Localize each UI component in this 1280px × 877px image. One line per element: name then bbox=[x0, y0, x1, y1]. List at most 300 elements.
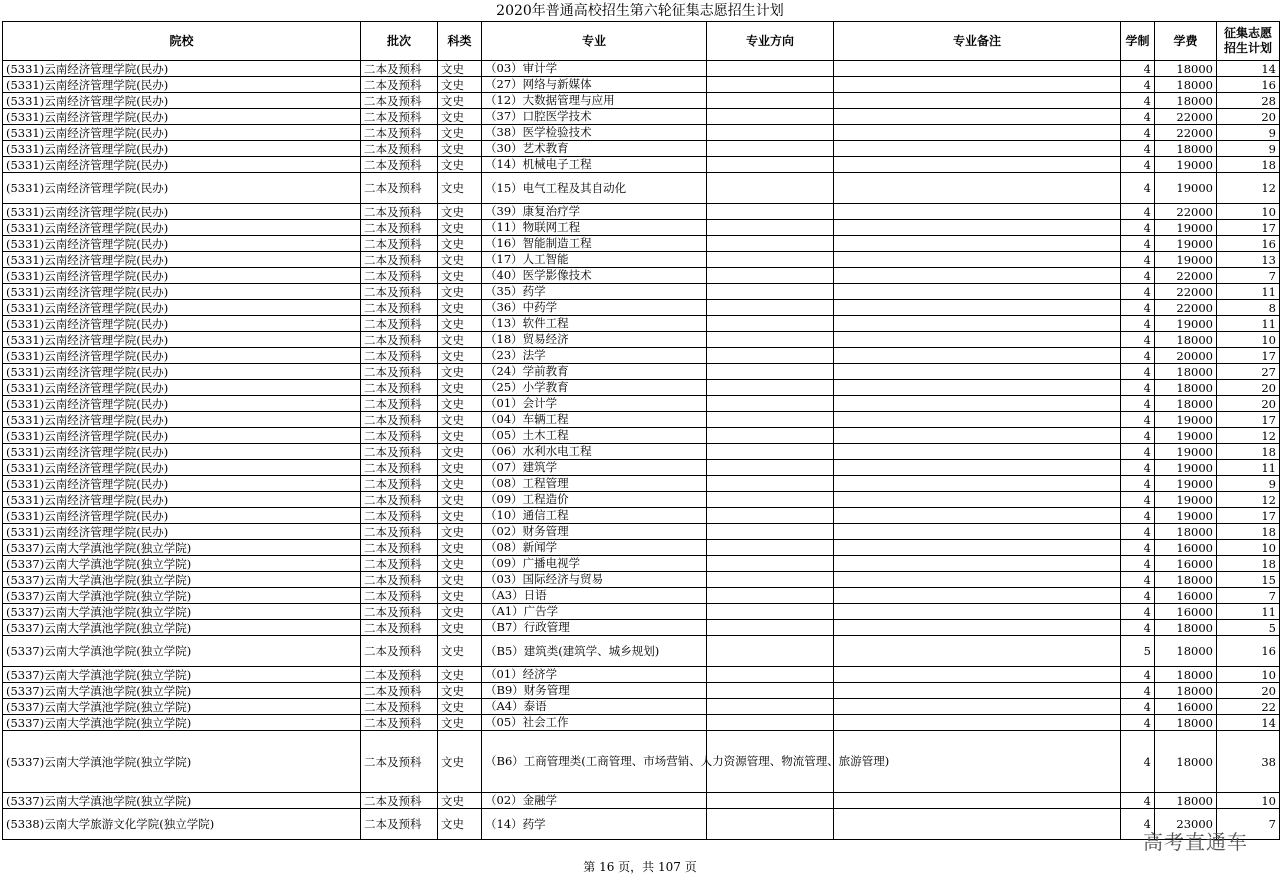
cell-category: 文史 bbox=[438, 284, 482, 300]
cell-direction bbox=[707, 715, 834, 731]
cell-quota: 10 bbox=[1217, 204, 1280, 220]
table-row bbox=[3, 540, 1280, 556]
cell-years: 4 bbox=[1121, 204, 1155, 220]
cell-school: (5331)云南经济管理学院(民办) bbox=[3, 236, 361, 252]
cell-remark bbox=[834, 699, 1121, 715]
cell-category: 文史 bbox=[438, 683, 482, 699]
cell-direction bbox=[707, 220, 834, 236]
cell-years: 4 bbox=[1121, 77, 1155, 93]
cell-years: 5 bbox=[1121, 636, 1155, 667]
cell-category: 文史 bbox=[438, 364, 482, 380]
cell-category: 文史 bbox=[438, 524, 482, 540]
cell-major: （18）贸易经济 bbox=[482, 332, 707, 348]
cell-quota: 22 bbox=[1217, 699, 1280, 715]
table-row bbox=[3, 316, 1280, 332]
cell-remark bbox=[834, 588, 1121, 604]
cell-fee: 22000 bbox=[1155, 125, 1217, 141]
cell-fee: 22000 bbox=[1155, 268, 1217, 284]
table-row bbox=[3, 141, 1280, 157]
cell-fee: 18000 bbox=[1155, 731, 1217, 793]
cell-quota: 7 bbox=[1217, 268, 1280, 284]
cell-category: 文史 bbox=[438, 556, 482, 572]
cell-direction bbox=[707, 300, 834, 316]
cell-remark bbox=[834, 284, 1121, 300]
table-row bbox=[3, 380, 1280, 396]
cell-school: (5331)云南经济管理学院(民办) bbox=[3, 348, 361, 364]
cell-direction bbox=[707, 141, 834, 157]
cell-remark bbox=[834, 492, 1121, 508]
cell-category: 文史 bbox=[438, 667, 482, 683]
cell-category: 文史 bbox=[438, 492, 482, 508]
enrollment-plan-table bbox=[2, 21, 1280, 840]
table-row bbox=[3, 77, 1280, 93]
cell-batch: 二本及预科 bbox=[361, 572, 438, 588]
cell-direction bbox=[707, 77, 834, 93]
cell-years: 4 bbox=[1121, 508, 1155, 524]
cell-fee: 18000 bbox=[1155, 396, 1217, 412]
table-row bbox=[3, 683, 1280, 699]
header-years: 学制 bbox=[1121, 22, 1155, 61]
cell-remark bbox=[834, 348, 1121, 364]
cell-direction bbox=[707, 444, 834, 460]
cell-school: (5331)云南经济管理学院(民办) bbox=[3, 508, 361, 524]
cell-major: （17）人工智能 bbox=[482, 252, 707, 268]
cell-quota: 12 bbox=[1217, 428, 1280, 444]
cell-batch: 二本及预科 bbox=[361, 667, 438, 683]
cell-years: 4 bbox=[1121, 93, 1155, 109]
cell-school: (5337)云南大学滇池学院(独立学院) bbox=[3, 556, 361, 572]
cell-remark bbox=[834, 793, 1121, 809]
cell-batch: 二本及预科 bbox=[361, 364, 438, 380]
cell-quota: 11 bbox=[1217, 460, 1280, 476]
cell-major: （A4）泰语 bbox=[482, 699, 707, 715]
cell-years: 4 bbox=[1121, 556, 1155, 572]
cell-school: (5337)云南大学滇池学院(独立学院) bbox=[3, 667, 361, 683]
cell-remark bbox=[834, 300, 1121, 316]
cell-quota: 18 bbox=[1217, 556, 1280, 572]
cell-fee: 18000 bbox=[1155, 93, 1217, 109]
cell-batch: 二本及预科 bbox=[361, 428, 438, 444]
cell-major: （09）广播电视学 bbox=[482, 556, 707, 572]
cell-category: 文史 bbox=[438, 699, 482, 715]
table-row bbox=[3, 556, 1280, 572]
cell-fee: 16000 bbox=[1155, 556, 1217, 572]
cell-fee: 19000 bbox=[1155, 492, 1217, 508]
cell-category: 文史 bbox=[438, 125, 482, 141]
cell-school: (5337)云南大学滇池学院(独立学院) bbox=[3, 793, 361, 809]
cell-batch: 二本及预科 bbox=[361, 412, 438, 428]
cell-years: 4 bbox=[1121, 588, 1155, 604]
cell-remark bbox=[834, 157, 1121, 173]
cell-category: 文史 bbox=[438, 731, 482, 793]
cell-years: 4 bbox=[1121, 141, 1155, 157]
cell-direction bbox=[707, 236, 834, 252]
cell-school: (5331)云南经济管理学院(民办) bbox=[3, 220, 361, 236]
cell-fee: 19000 bbox=[1155, 508, 1217, 524]
cell-years: 4 bbox=[1121, 284, 1155, 300]
cell-years: 4 bbox=[1121, 364, 1155, 380]
cell-school: (5331)云南经济管理学院(民办) bbox=[3, 412, 361, 428]
cell-fee: 18000 bbox=[1155, 380, 1217, 396]
page-footer: 第 16 页，共 107 页 bbox=[583, 860, 697, 874]
cell-school: (5331)云南经济管理学院(民办) bbox=[3, 141, 361, 157]
cell-school: (5331)云南经济管理学院(民办) bbox=[3, 524, 361, 540]
cell-category: 文史 bbox=[438, 109, 482, 125]
cell-quota: 20 bbox=[1217, 683, 1280, 699]
cell-fee: 22000 bbox=[1155, 109, 1217, 125]
table-row bbox=[3, 61, 1280, 77]
cell-batch: 二本及预科 bbox=[361, 300, 438, 316]
cell-direction bbox=[707, 492, 834, 508]
cell-batch: 二本及预科 bbox=[361, 460, 438, 476]
cell-quota: 28 bbox=[1217, 93, 1280, 109]
table-row bbox=[3, 93, 1280, 109]
cell-batch: 二本及预科 bbox=[361, 636, 438, 667]
cell-years: 4 bbox=[1121, 396, 1155, 412]
cell-major: （01）经济学 bbox=[482, 667, 707, 683]
cell-major: （01）会计学 bbox=[482, 396, 707, 412]
cell-direction bbox=[707, 793, 834, 809]
cell-batch: 二本及预科 bbox=[361, 316, 438, 332]
cell-quota: 14 bbox=[1217, 715, 1280, 731]
table-body bbox=[3, 61, 1280, 840]
cell-remark bbox=[834, 412, 1121, 428]
cell-category: 文史 bbox=[438, 316, 482, 332]
cell-category: 文史 bbox=[438, 476, 482, 492]
cell-direction bbox=[707, 396, 834, 412]
cell-fee: 18000 bbox=[1155, 364, 1217, 380]
cell-batch: 二本及预科 bbox=[361, 348, 438, 364]
cell-major: （37）口腔医学技术 bbox=[482, 109, 707, 125]
cell-remark bbox=[834, 809, 1121, 840]
cell-remark bbox=[834, 332, 1121, 348]
cell-batch: 二本及预科 bbox=[361, 508, 438, 524]
table-row bbox=[3, 460, 1280, 476]
cell-quota: 17 bbox=[1217, 220, 1280, 236]
watermark: 高考直通车 bbox=[1143, 830, 1248, 854]
cell-remark bbox=[834, 268, 1121, 284]
table-row bbox=[3, 220, 1280, 236]
cell-school: (5331)云南经济管理学院(民办) bbox=[3, 93, 361, 109]
cell-major: （08）工程管理 bbox=[482, 476, 707, 492]
cell-direction bbox=[707, 636, 834, 667]
cell-category: 文史 bbox=[438, 588, 482, 604]
header-quota: 征集志愿招生计划 bbox=[1217, 22, 1280, 61]
cell-quota: 15 bbox=[1217, 572, 1280, 588]
cell-category: 文史 bbox=[438, 157, 482, 173]
table-row bbox=[3, 809, 1280, 840]
cell-batch: 二本及预科 bbox=[361, 620, 438, 636]
cell-major: （09）工程造价 bbox=[482, 492, 707, 508]
cell-fee: 16000 bbox=[1155, 540, 1217, 556]
cell-years: 4 bbox=[1121, 157, 1155, 173]
cell-remark bbox=[834, 77, 1121, 93]
table-row bbox=[3, 236, 1280, 252]
cell-direction bbox=[707, 348, 834, 364]
header-remark: 专业备注 bbox=[834, 22, 1121, 61]
cell-school: (5331)云南经济管理学院(民办) bbox=[3, 444, 361, 460]
cell-batch: 二本及预科 bbox=[361, 284, 438, 300]
cell-fee: 20000 bbox=[1155, 348, 1217, 364]
cell-batch: 二本及预科 bbox=[361, 604, 438, 620]
cell-major: （14）药学 bbox=[482, 809, 707, 840]
cell-school: (5331)云南经济管理学院(民办) bbox=[3, 460, 361, 476]
cell-batch: 二本及预科 bbox=[361, 109, 438, 125]
cell-fee: 18000 bbox=[1155, 524, 1217, 540]
cell-fee: 18000 bbox=[1155, 572, 1217, 588]
cell-quota: 17 bbox=[1217, 508, 1280, 524]
cell-batch: 二本及预科 bbox=[361, 125, 438, 141]
cell-major: （05）土木工程 bbox=[482, 428, 707, 444]
cell-years: 4 bbox=[1121, 683, 1155, 699]
table-row bbox=[3, 284, 1280, 300]
cell-fee: 19000 bbox=[1155, 476, 1217, 492]
cell-school: (5337)云南大学滇池学院(独立学院) bbox=[3, 683, 361, 699]
cell-years: 4 bbox=[1121, 412, 1155, 428]
table-row bbox=[3, 412, 1280, 428]
cell-batch: 二本及预科 bbox=[361, 524, 438, 540]
cell-remark bbox=[834, 572, 1121, 588]
cell-fee: 16000 bbox=[1155, 699, 1217, 715]
cell-direction bbox=[707, 508, 834, 524]
cell-remark bbox=[834, 428, 1121, 444]
header-school: 院校 bbox=[3, 22, 361, 61]
cell-school: (5331)云南经济管理学院(民办) bbox=[3, 492, 361, 508]
cell-major: （02）金融学 bbox=[482, 793, 707, 809]
cell-quota: 10 bbox=[1217, 793, 1280, 809]
cell-batch: 二本及预科 bbox=[361, 204, 438, 220]
cell-years: 4 bbox=[1121, 540, 1155, 556]
table-row bbox=[3, 636, 1280, 667]
cell-years: 4 bbox=[1121, 173, 1155, 204]
cell-fee: 19000 bbox=[1155, 252, 1217, 268]
cell-quota: 38 bbox=[1217, 731, 1280, 793]
cell-quota: 14 bbox=[1217, 61, 1280, 77]
cell-fee: 19000 bbox=[1155, 444, 1217, 460]
cell-fee: 19000 bbox=[1155, 316, 1217, 332]
cell-school: (5331)云南经济管理学院(民办) bbox=[3, 476, 361, 492]
cell-school: (5331)云南经济管理学院(民办) bbox=[3, 332, 361, 348]
cell-category: 文史 bbox=[438, 809, 482, 840]
cell-batch: 二本及预科 bbox=[361, 268, 438, 284]
cell-years: 4 bbox=[1121, 793, 1155, 809]
cell-fee: 18000 bbox=[1155, 636, 1217, 667]
cell-fee: 23000 bbox=[1155, 809, 1217, 840]
cell-batch: 二本及预科 bbox=[361, 444, 438, 460]
cell-major: （16）智能制造工程 bbox=[482, 236, 707, 252]
cell-fee: 22000 bbox=[1155, 284, 1217, 300]
cell-direction bbox=[707, 268, 834, 284]
table-header-row bbox=[3, 22, 1280, 61]
cell-category: 文史 bbox=[438, 508, 482, 524]
cell-major: （B6）工商管理类(工商管理、市场营销、人力资源管理、物流管理、旅游管理) bbox=[482, 731, 707, 793]
cell-batch: 二本及预科 bbox=[361, 809, 438, 840]
table-row bbox=[3, 476, 1280, 492]
cell-major: （03）国际经济与贸易 bbox=[482, 572, 707, 588]
cell-quota: 18 bbox=[1217, 524, 1280, 540]
cell-direction bbox=[707, 380, 834, 396]
cell-major: （15）电气工程及其自动化 bbox=[482, 173, 707, 204]
cell-major: （40）医学影像技术 bbox=[482, 268, 707, 284]
cell-category: 文史 bbox=[438, 77, 482, 93]
cell-fee: 19000 bbox=[1155, 173, 1217, 204]
cell-batch: 二本及预科 bbox=[361, 220, 438, 236]
cell-category: 文史 bbox=[438, 300, 482, 316]
cell-years: 4 bbox=[1121, 109, 1155, 125]
cell-years: 4 bbox=[1121, 268, 1155, 284]
cell-remark bbox=[834, 715, 1121, 731]
cell-major: （13）软件工程 bbox=[482, 316, 707, 332]
cell-school: (5331)云南经济管理学院(民办) bbox=[3, 173, 361, 204]
table-row bbox=[3, 204, 1280, 220]
cell-category: 文史 bbox=[438, 572, 482, 588]
cell-remark bbox=[834, 508, 1121, 524]
cell-remark bbox=[834, 109, 1121, 125]
cell-quota: 9 bbox=[1217, 125, 1280, 141]
cell-direction bbox=[707, 93, 834, 109]
cell-years: 4 bbox=[1121, 572, 1155, 588]
cell-quota: 12 bbox=[1217, 492, 1280, 508]
table-row bbox=[3, 604, 1280, 620]
cell-quota: 16 bbox=[1217, 636, 1280, 667]
cell-quota: 18 bbox=[1217, 157, 1280, 173]
cell-batch: 二本及预科 bbox=[361, 252, 438, 268]
cell-direction bbox=[707, 316, 834, 332]
cell-quota: 12 bbox=[1217, 173, 1280, 204]
table-row bbox=[3, 300, 1280, 316]
cell-major: （03）审计学 bbox=[482, 61, 707, 77]
cell-quota: 16 bbox=[1217, 236, 1280, 252]
cell-school: (5337)云南大学滇池学院(独立学院) bbox=[3, 715, 361, 731]
cell-remark bbox=[834, 620, 1121, 636]
cell-years: 4 bbox=[1121, 252, 1155, 268]
cell-fee: 18000 bbox=[1155, 332, 1217, 348]
cell-years: 4 bbox=[1121, 620, 1155, 636]
cell-fee: 18000 bbox=[1155, 793, 1217, 809]
cell-fee: 18000 bbox=[1155, 667, 1217, 683]
cell-direction bbox=[707, 284, 834, 300]
cell-remark bbox=[834, 364, 1121, 380]
cell-major: （04）车辆工程 bbox=[482, 412, 707, 428]
cell-remark bbox=[834, 396, 1121, 412]
cell-batch: 二本及预科 bbox=[361, 683, 438, 699]
cell-direction bbox=[707, 524, 834, 540]
cell-quota: 5 bbox=[1217, 620, 1280, 636]
cell-batch: 二本及预科 bbox=[361, 173, 438, 204]
cell-category: 文史 bbox=[438, 793, 482, 809]
cell-fee: 18000 bbox=[1155, 683, 1217, 699]
cell-years: 4 bbox=[1121, 332, 1155, 348]
cell-years: 4 bbox=[1121, 460, 1155, 476]
cell-school: (5337)云南大学滇池学院(独立学院) bbox=[3, 620, 361, 636]
cell-remark bbox=[834, 204, 1121, 220]
cell-quota: 13 bbox=[1217, 252, 1280, 268]
document-title: 2020年普通高校招生第六轮征集志愿招生计划 bbox=[496, 3, 784, 19]
cell-batch: 二本及预科 bbox=[361, 492, 438, 508]
cell-major: （05）社会工作 bbox=[482, 715, 707, 731]
table-row bbox=[3, 125, 1280, 141]
cell-remark bbox=[834, 683, 1121, 699]
cell-category: 文史 bbox=[438, 460, 482, 476]
table-row bbox=[3, 731, 1280, 793]
cell-category: 文史 bbox=[438, 540, 482, 556]
cell-major: （B5）建筑类(建筑学、城乡规划) bbox=[482, 636, 707, 667]
cell-category: 文史 bbox=[438, 396, 482, 412]
cell-direction bbox=[707, 157, 834, 173]
cell-fee: 18000 bbox=[1155, 61, 1217, 77]
cell-category: 文史 bbox=[438, 61, 482, 77]
cell-batch: 二本及预科 bbox=[361, 476, 438, 492]
cell-batch: 二本及预科 bbox=[361, 540, 438, 556]
cell-major: （02）财务管理 bbox=[482, 524, 707, 540]
cell-category: 文史 bbox=[438, 204, 482, 220]
cell-batch: 二本及预科 bbox=[361, 731, 438, 793]
cell-remark bbox=[834, 667, 1121, 683]
cell-years: 4 bbox=[1121, 731, 1155, 793]
cell-fee: 22000 bbox=[1155, 300, 1217, 316]
cell-years: 4 bbox=[1121, 236, 1155, 252]
cell-category: 文史 bbox=[438, 380, 482, 396]
cell-quota: 11 bbox=[1217, 284, 1280, 300]
cell-school: (5331)云南经济管理学院(民办) bbox=[3, 157, 361, 173]
cell-direction bbox=[707, 699, 834, 715]
header-fee: 学费 bbox=[1155, 22, 1217, 61]
cell-remark bbox=[834, 540, 1121, 556]
cell-major: （11）物联网工程 bbox=[482, 220, 707, 236]
cell-school: (5337)云南大学滇池学院(独立学院) bbox=[3, 572, 361, 588]
cell-category: 文史 bbox=[438, 412, 482, 428]
cell-years: 4 bbox=[1121, 348, 1155, 364]
cell-major: （07）建筑学 bbox=[482, 460, 707, 476]
cell-remark bbox=[834, 125, 1121, 141]
cell-category: 文史 bbox=[438, 332, 482, 348]
cell-fee: 18000 bbox=[1155, 77, 1217, 93]
cell-major: （10）通信工程 bbox=[482, 508, 707, 524]
cell-quota: 7 bbox=[1217, 588, 1280, 604]
cell-major: （A1）广告学 bbox=[482, 604, 707, 620]
cell-years: 4 bbox=[1121, 809, 1155, 840]
cell-direction bbox=[707, 332, 834, 348]
cell-fee: 19000 bbox=[1155, 428, 1217, 444]
cell-remark bbox=[834, 61, 1121, 77]
cell-direction bbox=[707, 809, 834, 840]
cell-years: 4 bbox=[1121, 61, 1155, 77]
cell-years: 4 bbox=[1121, 316, 1155, 332]
cell-years: 4 bbox=[1121, 715, 1155, 731]
cell-quota: 10 bbox=[1217, 332, 1280, 348]
cell-remark bbox=[834, 556, 1121, 572]
cell-major: （30）艺术教育 bbox=[482, 141, 707, 157]
cell-fee: 19000 bbox=[1155, 460, 1217, 476]
cell-school: (5331)云南经济管理学院(民办) bbox=[3, 428, 361, 444]
cell-direction bbox=[707, 588, 834, 604]
cell-years: 4 bbox=[1121, 699, 1155, 715]
cell-major: （14）机械电子工程 bbox=[482, 157, 707, 173]
cell-category: 文史 bbox=[438, 428, 482, 444]
cell-batch: 二本及预科 bbox=[361, 61, 438, 77]
cell-school: (5331)云南经济管理学院(民办) bbox=[3, 380, 361, 396]
table-row bbox=[3, 572, 1280, 588]
cell-quota: 9 bbox=[1217, 476, 1280, 492]
table-row bbox=[3, 396, 1280, 412]
cell-major: （24）学前教育 bbox=[482, 364, 707, 380]
cell-remark bbox=[834, 173, 1121, 204]
cell-years: 4 bbox=[1121, 125, 1155, 141]
cell-school: (5331)云南经济管理学院(民办) bbox=[3, 109, 361, 125]
cell-category: 文史 bbox=[438, 348, 482, 364]
cell-direction bbox=[707, 173, 834, 204]
cell-remark bbox=[834, 380, 1121, 396]
